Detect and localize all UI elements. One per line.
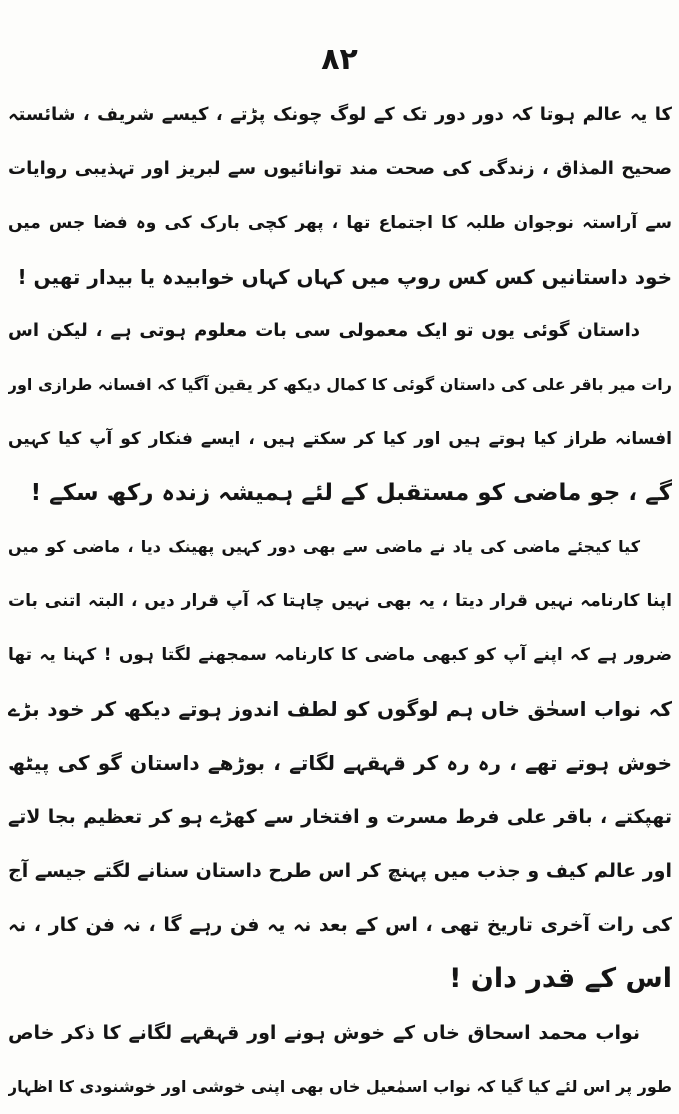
text-line: کا یہ عالم ہوتا کہ دور دور تک کے لوگ چونک پڑتے ، کیسے شریف ، شائستہ [8, 104, 672, 125]
text-line: رات میر باقر علی کی داستان گوئی کا کمال دیکھ کر یقین آگیا کہ افسانہ طرازی اور [8, 375, 672, 394]
text-line: تھپکتے ، باقر علی فرط مسرت و افتخار سے کھڑے ہو کر تعظیم بجا لاتے [8, 806, 672, 828]
text-line: اور عالم کیف و جذب میں پہنچ کر اس طرح داستان سنانے لگتے جیسے آج [8, 860, 672, 882]
text-line: خود داستانیں کس کس روپ میں کہاں کہاں خوابیدہ یا بیدار تھیں ! [17, 265, 672, 289]
text-line: کی رات آخری تاریخ تھی ، اس کے بعد نہ یہ فن رہے گا ، نہ فن کار ، نہ [8, 914, 672, 936]
text-line: طور پر اس لئے کیا گیا کہ نواب اسمٰعیل خاں بھی اپنی خوشی اور خوشنودی کا اظہار [8, 1077, 672, 1096]
text-line: خوش ہوتے تھے ، رہ رہ کر قہقہے لگاتے ، بوڑھے داستان گو کی پیٹھ [8, 751, 672, 775]
text-line: گے ، جو ماضی کو مستقبل کے لئے ہمیشہ زندہ رکھ سکے ! [30, 480, 672, 506]
page-number: ۸۲ [321, 42, 358, 77]
body-text [8, 88, 672, 1114]
paragraph-start-line: داستان گوئی یوں تو ایک معمولی سی بات معلوم ہوتی ہے ، لیکن اس [8, 320, 640, 341]
text-line: کہ نواب اسحٰق خاں ہم لوگوں کو لطف اندوز ہوتے دیکھ کر خود بڑے [8, 697, 672, 721]
text-line: افسانہ طراز کیا ہوتے ہیں اور کیا کر سکتے ہیں ، ایسے فنکار کو آپ کیا کہیں [8, 429, 672, 449]
paragraph-start-line: نواب محمد اسحاق خاں کے خوش ہونے اور قہقہے لگانے کا ذکر خاص [8, 1022, 640, 1044]
text-line: سے آراستہ نوجوان طلبہ کا اجتماع تھا ، پھر کچی بارک کی وہ فضا جس میں [8, 213, 672, 233]
text-line: ضرور ہے کہ اپنے آپ کو کبھی ماضی کا کارنامہ سمجھنے لگتا ہوں ! کہنا یہ تھا [8, 645, 672, 665]
text-line: اپنا کارنامہ نہیں قرار دیتا ، یہ بھی نہیں چاہتا کہ آپ قرار دیں ، البتہ اتنی بات [8, 591, 672, 611]
text-line: صحیح المذاق ، زندگی کی صحت مند توانائیوں سے لبریز اور تہذیبی روایات [8, 158, 672, 179]
paragraph-start-line: کیا کیجئے ماضی کی یاد نے ماضی سے بھی دور کہیں پھینک دیا ، ماضی کو میں [8, 537, 640, 556]
text-line: اس کے قدر دان ! [449, 963, 672, 994]
